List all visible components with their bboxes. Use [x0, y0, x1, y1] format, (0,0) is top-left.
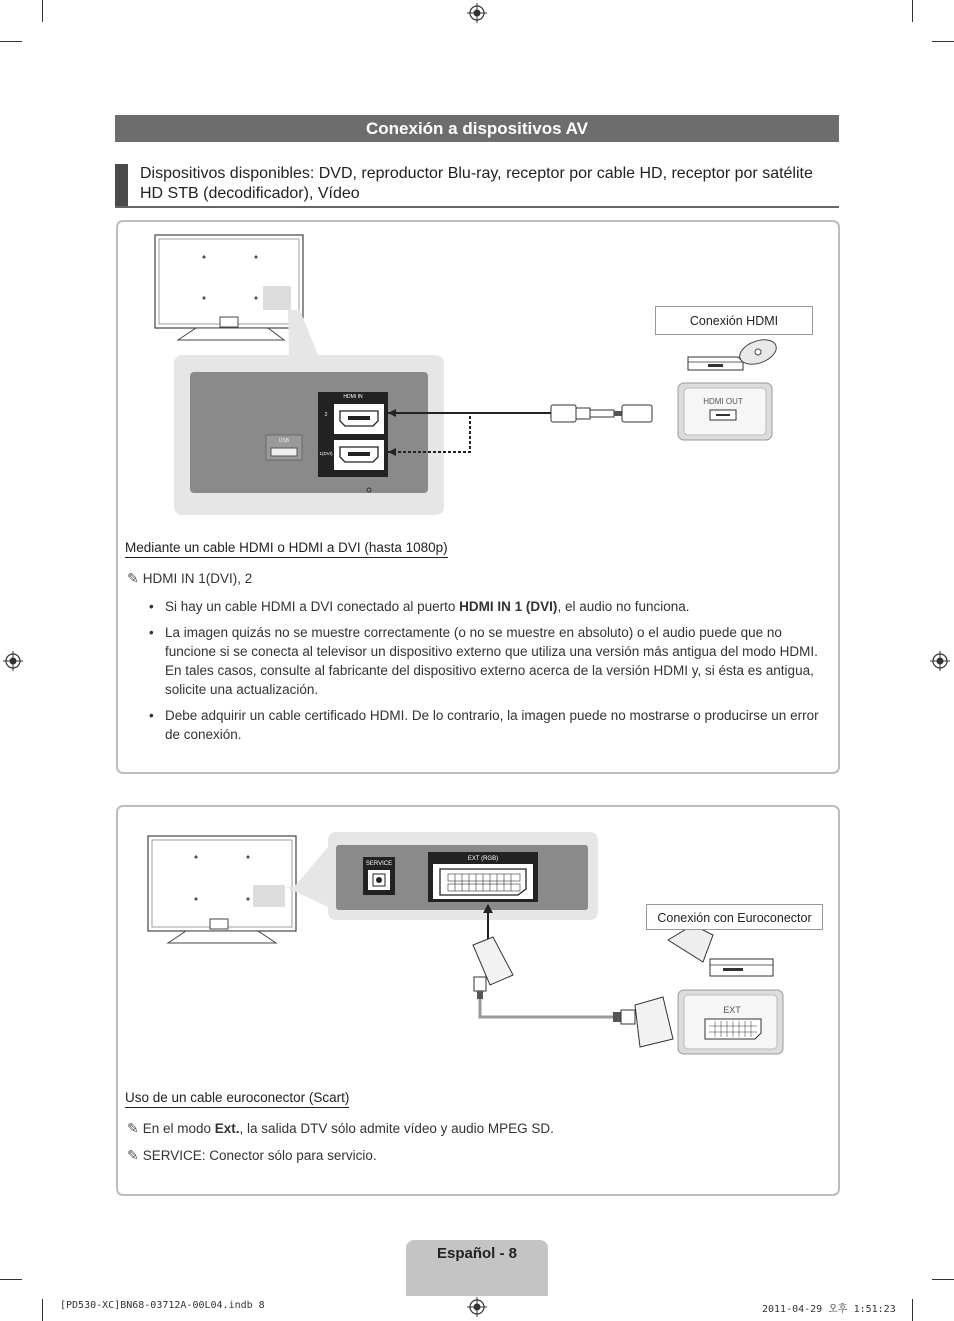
tv-back-illustration [155, 235, 303, 340]
pencil-note-icon: ✎ [127, 1147, 139, 1163]
tv-service-label: SERVICE [365, 861, 393, 867]
hdmi-note [127, 570, 252, 587]
subheading [115, 162, 839, 208]
hdmi-note-text: HDMI IN 1(DVI), 2 [142, 571, 253, 586]
device-hdmi-out-label: HDMI OUT [703, 397, 743, 406]
tv-hdmi-port1-label: 1(DVI) [319, 451, 333, 456]
crop-mark [42, 1299, 43, 1321]
page-number-tab [406, 1240, 548, 1296]
hdmi-connection-label [655, 306, 813, 335]
print-info-right: 2011-04-29 오후 1:51:23 [762, 1304, 896, 1315]
pencil-note-icon: ✎ [127, 570, 139, 586]
list-item: • Debe adquirir un cable certificado HDMI. De lo contrario, la imagen puede no mostrarse o producirse un error de conexión. [147, 706, 827, 744]
hdmi-connection-label-text: Conexión HDMI [689, 314, 779, 328]
registration-mark-icon [467, 1297, 487, 1317]
pencil-note-icon: ✎ [127, 1120, 139, 1136]
scart-connection-label-text: Conexión con Euroconector [657, 911, 812, 925]
subheading-text: Dispositivos disponibles: DVD, reproductor Blu-ray, receptor por cable HD, receptor por satélite HD STB (decodificador), Vídeo [140, 165, 813, 202]
registration-mark-icon [930, 651, 950, 671]
crop-mark [0, 1279, 22, 1280]
scart-note-service: ✎ SERVICE: Conector sólo para servicio. [127, 1147, 377, 1163]
tv-back-illustration [148, 836, 296, 943]
crop-mark [0, 41, 22, 42]
subheading-marker [115, 164, 128, 206]
page-number: Español - 8 [436, 1245, 518, 1262]
scart-diagram [118, 807, 834, 1067]
hdmi-diagram [118, 222, 834, 522]
scart-note-ext: ✎ En el modo Ext., la salida DTV sólo admite vídeo y audio MPEG SD. [127, 1120, 554, 1136]
hdmi-bullet-list [147, 597, 827, 751]
hdmi-caption: Mediante un cable HDMI o HDMI a DVI (hasta 1080p) [125, 540, 448, 558]
tv-hdmi-port2-label: 2 [324, 412, 328, 418]
scart-connection-label [646, 904, 823, 930]
crop-mark [932, 1279, 954, 1280]
section-title: Conexión a dispositivos AV [115, 115, 839, 142]
scart-caption: Uso de un cable euroconector (Scart) [125, 1090, 349, 1108]
crop-mark [42, 0, 43, 22]
registration-mark-icon [3, 651, 23, 671]
device-ext-label: EXT [723, 1005, 741, 1015]
tv-hdmi-in-label: HDMI IN [343, 394, 363, 400]
registration-mark-icon [467, 3, 487, 23]
list-item: • Si hay un cable HDMI a DVI conectado al puerto HDMI IN 1 (DVI), el audio no funciona. [147, 597, 827, 616]
crop-mark [932, 41, 954, 42]
tv-ext-rgb-label: EXT (RGB) [467, 856, 499, 862]
svg-text:USB: USB [278, 438, 290, 444]
print-info-left: [PD530-XC]BN68-03712A-00L04.indb 8 [60, 1300, 265, 1311]
crop-mark [912, 1299, 913, 1321]
crop-mark [912, 0, 913, 22]
list-item: • La imagen quizás no se muestre correctamente (o no se muestre en absoluto) o el audio puede que no funcione si se conecta al televisor un dispositivo externo que utiliza una versión más antigua del modo HDMI. En tales casos, consulte al fabricante del dispositivo externo acerca de la versión HDMI y, si ésta es antigua, solicite una actualización. [147, 623, 827, 699]
